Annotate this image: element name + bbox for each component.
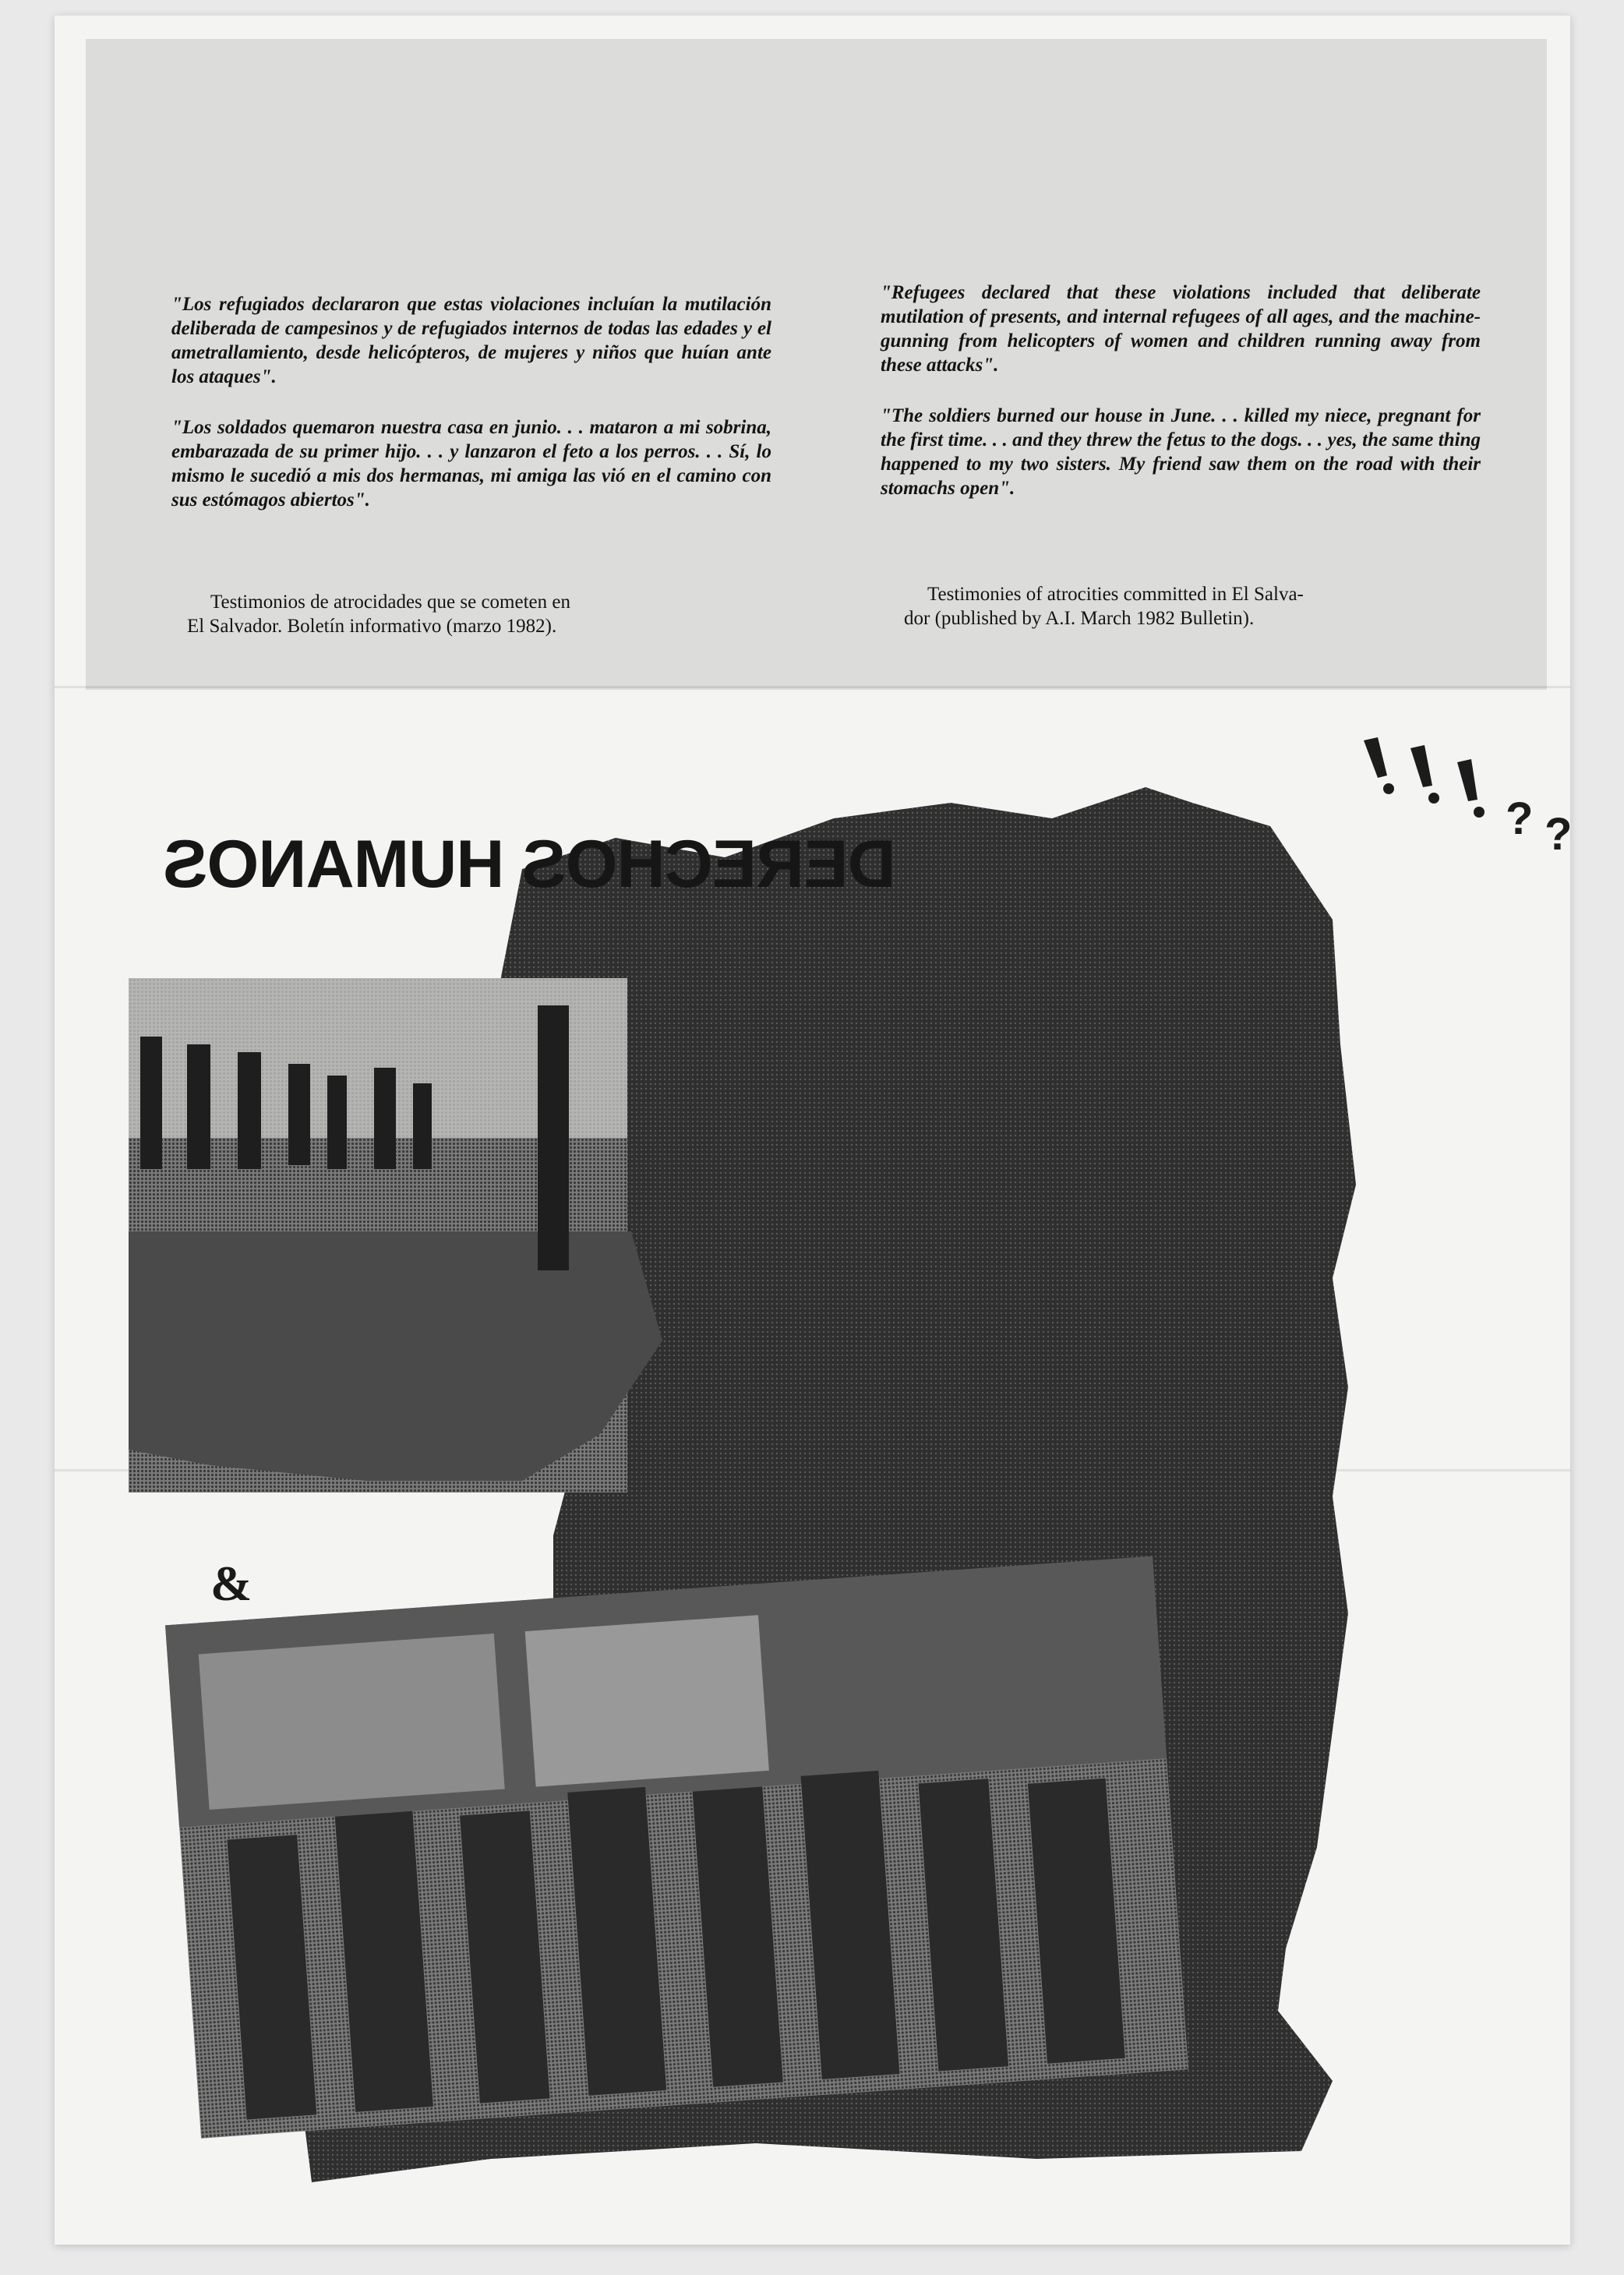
- bus-crowd-photo: [165, 1556, 1188, 2139]
- spanish-quote-2: "Los soldados quemaron nuestra casa en junio. . . mataron a mi sobrina, embarazada de su primer hijo. . . y lanzaron el feto a los perros. . . Sí, lo mismo le sucedió a mis dos hermanas, mi amiga las vió en el camino con sus estómagos abiertos".: [171, 417, 771, 510]
- english-quote-1: "Refugees declared that these violations included that deliberate mutilation of presents, and internal refugees of all ages, and the machine-gunning from helicopters of women and children running away from these attacks".: [881, 282, 1481, 376]
- photo-collage: [55, 16, 1573, 2245]
- mirrored-title: DERECHOS HUMANOS: [164, 827, 896, 902]
- exclamation-question-marks: [1340, 717, 1573, 888]
- english-citation-line2: dor (published by A.I. March 1982 Bulletin).: [904, 608, 1255, 629]
- ampersand: &: [210, 1556, 252, 1611]
- leaflet-sheet: [55, 16, 1573, 2245]
- spanish-quote-1: "Los refugiados declararon que estas violaciones incluían la mutilación deliberada de campesinos y de refugiados internos de todas las edades y el ametrallamiento, desde helicópteros, de mujeres y niños que huían ante los ataques".: [171, 294, 771, 387]
- spanish-citation-line2: El Salvador. Boletín informativo (marzo 1982).: [187, 616, 557, 637]
- english-citation-line1: Testimonies of atrocities committed in El Salva-: [927, 584, 1304, 605]
- spanish-citation-line1: Testimonios de atrocidades que se cometen en: [210, 592, 570, 613]
- english-quote-2: "The soldiers burned our house in June. . . killed my niece, pregnant for the first time. . . and they threw the fetus to the dogs. . . yes, the same thing happened to my two sisters. My friend saw them on the road with their stomachs open".: [881, 405, 1481, 499]
- crowd-photo-foreground: [129, 1231, 662, 1481]
- question-mark-2: ?: [1545, 809, 1573, 860]
- question-mark-1: ?: [1506, 793, 1534, 844]
- exclamation-marks: [1364, 737, 1485, 818]
